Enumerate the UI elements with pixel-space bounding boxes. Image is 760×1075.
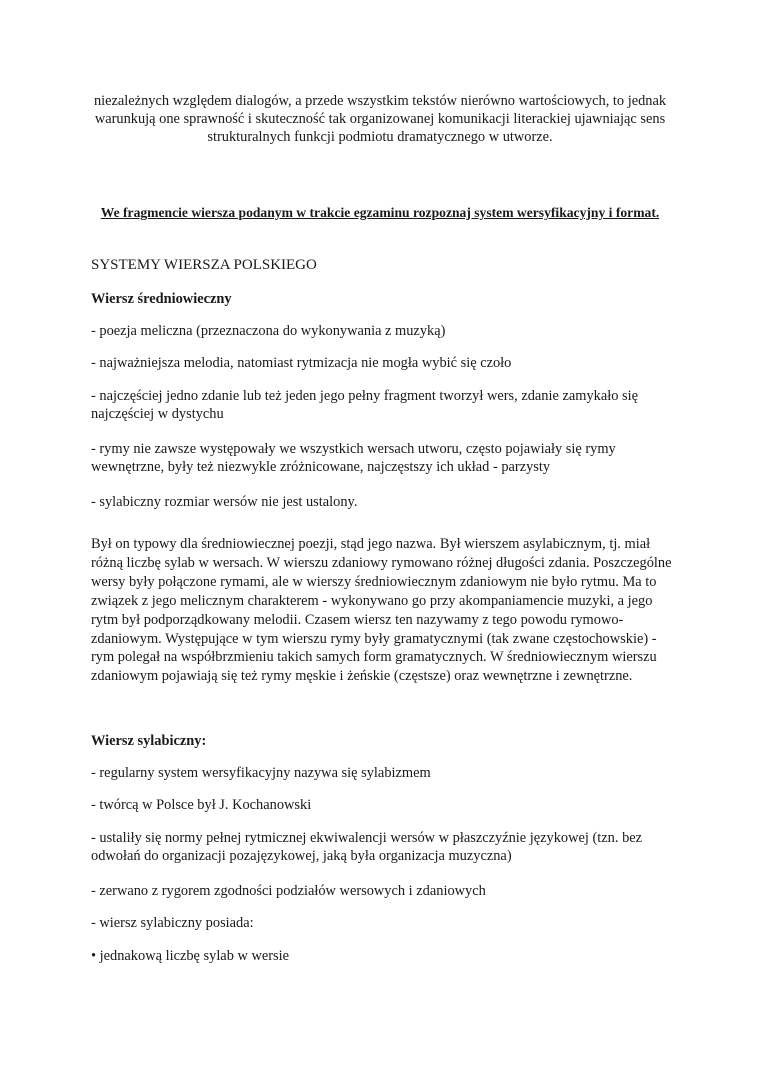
exam-instruction: We fragmencie wiersza podanym w trakcie egzaminu rozpoznaj system wersyfikacyjny i format.	[100, 205, 660, 220]
list-item: - rymy nie zawsze występowały we wszystkich wersach utworu, często pojawiały się rymy wewnętrzne, były też niezwykle zróżnicowane, najczęstszy ich układ - parzysty	[91, 441, 616, 475]
list-item: - sylabiczny rozmiar wersów nie jest ustalony.	[91, 494, 358, 510]
list-item: - ustaliły się normy pełnej rytmicznej ekwiwalencji wersów w płaszczyźnie językowej (tzn. bez odwołań do organizacji pozajęzykowej, jaką była organizacja muzyczna)	[91, 830, 643, 864]
list-item: • jednakową liczbę sylab w wersie	[91, 948, 290, 964]
list-item: - regularny system wersyfikacyjny nazywa się sylabizmem	[91, 765, 431, 781]
list-item: - twórcą w Polsce był J. Kochanowski	[91, 797, 312, 813]
medieval-paragraph: Był on typowy dla średniowiecznej poezji, stąd jego nazwa. Był wierszem asylabicznym, tj. miał różną liczbę sylab w wersach. W wierszu zdaniowy rymowano różnej długości zdania. Poszczególne wersy były połączone rymami, ale w wierszy średniowiecznym zdaniowym nie było rytmu. Ma to związek z jego melicznym charakterem - wykonywano go przy akompaniamencie muzyki, a jego rytm był podporządkowany melodii. Czasem wiersz ten nazywamy z tego powodu rymowo-zdaniowym. Występujące w tym wierszu rymy były gramatycznymi (tak zwane częstochowskie) - rym polegał na współbrzmieniu takich samych form gramatycznych. W średniowiecznym wierszu zdaniowym pojawiają się też rymy męskie i żeńskie (częstsze) oraz wewnętrzne i zewnętrzne.	[91, 536, 672, 685]
list-item: - najważniejsza melodia, natomiast rytmizacja nie mogła wybić się czoło	[91, 355, 512, 371]
medieval-heading: Wiersz średniowieczny	[91, 291, 232, 307]
list-item: - zerwano z rygorem zgodności podziałów wersowych i zdaniowych	[91, 883, 486, 899]
list-item: - wiersz sylabiczny posiada:	[91, 915, 254, 931]
intro-paragraph: niezależnych względem dialogów, a przede wszystkim tekstów nierówno wartościowych, to jednak warunkują one sprawność i skuteczność tak organizowanej komunikacji literackiej ujawniając sens strukturalnych funkcji podmiotu dramatycznego w utworze.	[93, 93, 667, 145]
section-title: SYSTEMY WIERSZA POLSKIEGO	[91, 257, 317, 273]
syllabic-heading: Wiersz sylabiczny:	[91, 733, 207, 749]
list-item: - poezja meliczna (przeznaczona do wykonywania z muzyką)	[91, 323, 446, 339]
list-item: - najczęściej jedno zdanie lub też jeden jego pełny fragment tworzył wers, zdanie zamykało się najczęściej w dystychu	[91, 388, 639, 422]
